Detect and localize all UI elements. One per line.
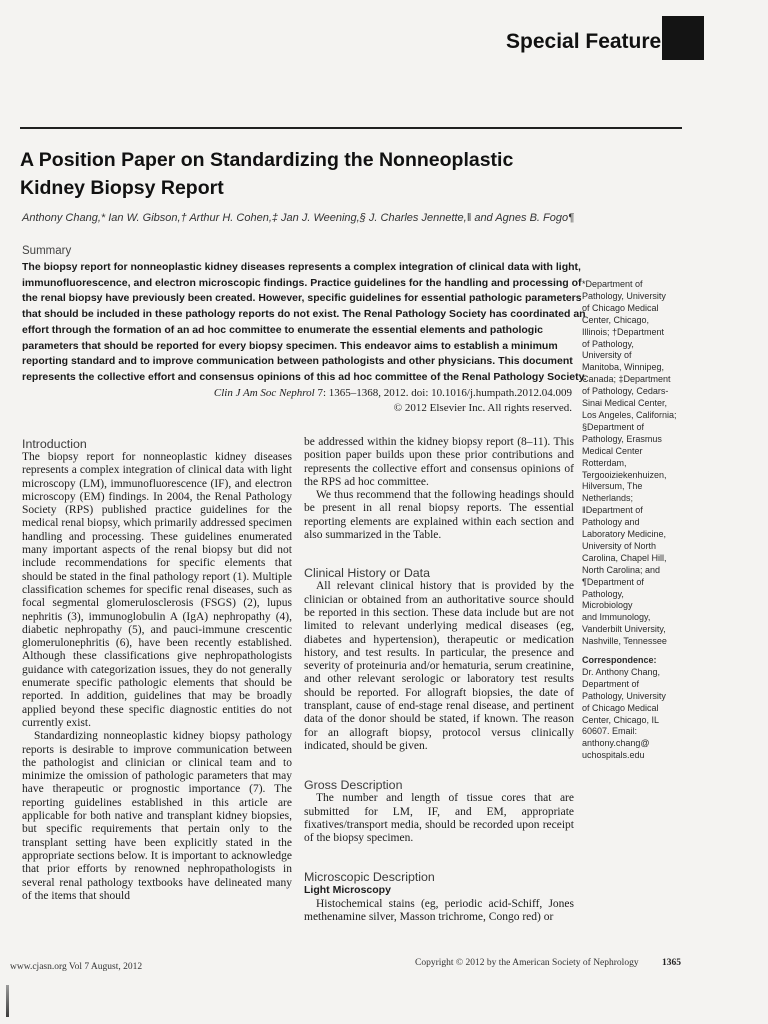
affiliation-line: North Carolina; and bbox=[582, 564, 661, 575]
summary-line: immunofluorescence, and electron microscopic findings. Practice guidelines for the handling and processing of bbox=[22, 276, 582, 289]
correspondence-line: Dr. Anthony Chang, bbox=[582, 666, 661, 677]
affiliation-line: Illinois; †Department bbox=[582, 326, 665, 337]
summary-line: represents the collective effort and consensus opinions of this ad hoc committee of the Renal Pathology Society. bbox=[22, 370, 587, 383]
footer-copyright: Copyright © 2012 by the American Society of Nephrology bbox=[415, 958, 639, 968]
affiliation-line: Pathology, Erasmus bbox=[582, 433, 662, 444]
right-column bbox=[304, 436, 574, 925]
affiliation-line: Pathology and bbox=[582, 517, 640, 528]
affiliation-line: ‖Department of bbox=[582, 505, 643, 516]
special-feature-label: Special Feature bbox=[506, 30, 662, 53]
header-black-tab bbox=[662, 16, 704, 60]
affiliation-line: and Immunology, bbox=[582, 612, 651, 623]
summary-line: parameters that should be reported for every biopsy specimen. This endeavor aims to establish a minimum bbox=[22, 339, 558, 352]
affiliation-line: Rotterdam, bbox=[582, 457, 627, 468]
affiliation-line: of Pathology, bbox=[582, 338, 634, 349]
introduction-paragraph-2: Standardizing nonneoplastic kidney biopsy pathology reports is desirable to improve communication between the pathologist and clinician or clinical team and to minimize the omission of pathologic parameters that may have therapeutic or prognostic importance (7). The reporting guidelines established in this article are applicable for both native and transplant kidney biopsies, but specific requirements that pertain only to the transplant setting have been explicitly stated in the appropriate sections below. It is important to acknowledge that prior efforts by renowned nephropathologists in several renal pathology textbooks have delineated many of the items that should bbox=[22, 730, 292, 902]
affiliation-line: *Department of bbox=[582, 279, 643, 289]
article-title-line-2: Kidney Biopsy Report bbox=[20, 177, 224, 199]
summary-line: the renal biopsy have previously been created. However, specific guidelines for essential pathologic parameters bbox=[22, 292, 582, 305]
affiliation-line: of Chicago Medical bbox=[582, 302, 659, 313]
correspondence-line: anthony.chang@ bbox=[582, 738, 650, 749]
affiliation-line: Los Angeles, California; bbox=[582, 409, 677, 420]
affiliation-line: Hilversum, The bbox=[582, 481, 643, 492]
affiliation-line: Canada; ‡Department bbox=[582, 374, 671, 385]
correspondence-details bbox=[582, 667, 732, 762]
affiliation-line: Manitoba, Winnipeg, bbox=[582, 362, 665, 373]
gross-description-heading: Gross Description bbox=[304, 778, 403, 793]
summary-line: The biopsy report for nonneoplastic kidney diseases represents a complex integration of clinical data with light, bbox=[22, 261, 581, 273]
microscopic-description-heading: Microscopic Description bbox=[304, 870, 435, 885]
summary-copyright: © 2012 Elsevier Inc. All rights reserved. bbox=[393, 402, 572, 415]
correspondence-block bbox=[582, 655, 732, 762]
correspondence-line: Pathology, University bbox=[582, 690, 666, 701]
affiliation-line: Pathology, University bbox=[582, 290, 666, 301]
citation-journal: Clin J Am Soc Nephrol bbox=[213, 386, 315, 399]
left-column bbox=[22, 437, 292, 903]
affiliation-line: Vanderbilt University, bbox=[582, 624, 666, 635]
article-title-line-1: A Position Paper on Standardizing the Nonneoplastic bbox=[20, 149, 514, 171]
affiliation-line: Center, Chicago, bbox=[582, 314, 650, 325]
affiliation-line: Sinai Medical Center, bbox=[582, 398, 668, 409]
summary-citation bbox=[22, 386, 572, 402]
summary-line: that should be included in these pathology reports do not exist. The Renal Pathology Society has coordinated an bbox=[22, 308, 586, 321]
gross-description-paragraph: The number and length of tissue cores that are submitted for LM, IF, and EM, appropriate fixatives/transport media, should be recorded upon receipt of the biopsy specimen. bbox=[304, 792, 574, 845]
affiliation-line: University of bbox=[582, 350, 632, 361]
correspondence-heading: Correspondence: bbox=[582, 655, 657, 665]
correspondence-line: Center, Chicago, IL bbox=[582, 714, 660, 725]
header-rule bbox=[20, 127, 682, 129]
introduction-continuation: be addressed within the kidney biopsy report (8–11). This position paper builds upon these prior contributions and represents the collective effort and consensus opinions of the RPS ad hoc committee. bbox=[304, 436, 574, 488]
affiliation-line: Tergooiziekenhuizen, bbox=[582, 469, 667, 480]
affiliation-line: §Department of bbox=[582, 421, 645, 432]
summary-heading: Summary bbox=[22, 245, 72, 257]
introduction-paragraph-3: We thus recommend that the following headings should be present in all renal biopsy reports. The essential reporting elements are explained within each section and also summarized in the Table. bbox=[304, 489, 574, 542]
summary-line: effort through the formation of an ad hoc committee to enumerate the essential elements and pathologic bbox=[22, 323, 543, 336]
citation-details: 7: 1365–1368, 2012. doi: 10.1016/j.humpath.2012.04.009 bbox=[314, 386, 572, 399]
author-affiliations bbox=[582, 279, 732, 648]
affiliation-line: Carolina, Chapel Hill, bbox=[582, 552, 667, 563]
author-list: Anthony Chang,* Ian W. Gibson,† Arthur H. Cohen,‡ Jan J. Weening,§ J. Charles Jennette,‖ and Agnes B. Fogo¶ bbox=[22, 212, 575, 224]
light-microscopy-paragraph: Histochemical stains (eg, periodic acid-Schiff, Jones methenamine silver, Masson trichrome, Congo red) or bbox=[304, 897, 574, 924]
correspondence-line: 60607. Email: bbox=[582, 726, 638, 737]
article-title bbox=[20, 146, 513, 202]
affiliation-line: Pathology, bbox=[582, 588, 624, 599]
correspondence-line: of Chicago Medical bbox=[582, 702, 659, 713]
summary-line: reporting standard and to improve communication between pathologists and other physicians. This document bbox=[22, 355, 573, 368]
summary-abstract bbox=[22, 260, 587, 386]
correspondence-line: Department of bbox=[582, 678, 640, 689]
light-microscopy-subheading: Light Microscopy bbox=[304, 884, 391, 897]
page-number: 1365 bbox=[662, 958, 681, 968]
correspondence-line: uchospitals.edu bbox=[582, 750, 645, 761]
scan-edge-mark bbox=[6, 985, 9, 1017]
introduction-heading: Introduction bbox=[22, 437, 87, 451]
clinical-history-paragraph: All relevant clinical history that is provided by the clinician or obtained from an authoritative source should be reported in this section. These data include but are not limited to relevant underlying medical diseases (eg, diabetes and hypertension), therapeutic or medication history, and test results. In particular, the presence and severity of proteinuria and/or hematuria, serum creatinine, and other relevant serologic or laboratory test results should be reported. For allograft biopsies, the date of transplant, cause of end-stage renal disease, and pertinent data of the donor should be stated, if known. The reason for an allograft biopsy, protocol versus clinically indicated, should be given. bbox=[304, 580, 574, 752]
summary-block bbox=[22, 244, 587, 417]
affiliation-line: Laboratory Medicine, bbox=[582, 529, 667, 540]
affiliation-line: ¶Department of bbox=[582, 576, 644, 587]
affiliation-line: Medical Center bbox=[582, 445, 643, 456]
introduction-paragraph-1: The biopsy report for nonneoplastic kidney diseases represents a complex integration of clinical data with light microscopy (LM), immunofluorescence (IF), and electron microscopy (EM) findings. In 2004, the Renal Pathology Society (RPS) published practice guidelines for the medical renal biopsy, which primarily addressed specimen handling and processing. These guidelines enumerated many important aspects of the renal biopsy but did not include recommendations for specific elements that should be stated in the final pathology report (1). Multiple classification schemes for specific renal diseases, such as focal segmental glomerulosclerosis (FSGS) (2), lupus nephritis (3), immunoglobulin A (IgA) nephropathy (4), diabetic nephropathy (5), and pauci-immune crescentic glomerulonephritis (6), have been recently established. Although these classifications give nephropathologists guidance with categorization issues, they do not generally enumerate specific pathologic elements that should be reported. In addition, guidelines that may be broadly applied beyond these specific diagnostic entities do not currently exist. bbox=[22, 451, 292, 729]
affiliation-line: Nashville, Tennessee bbox=[582, 636, 667, 647]
clinical-history-heading: Clinical History or Data bbox=[304, 566, 431, 581]
affiliation-line: Microbiology bbox=[582, 600, 633, 611]
affiliation-line: of Pathology, Cedars- bbox=[582, 386, 669, 397]
affiliation-line: University of North bbox=[582, 540, 657, 551]
footer-journal-info: www.cjasn.org Vol 7 August, 2012 bbox=[10, 962, 143, 972]
affiliation-line: Netherlands; bbox=[582, 493, 634, 504]
